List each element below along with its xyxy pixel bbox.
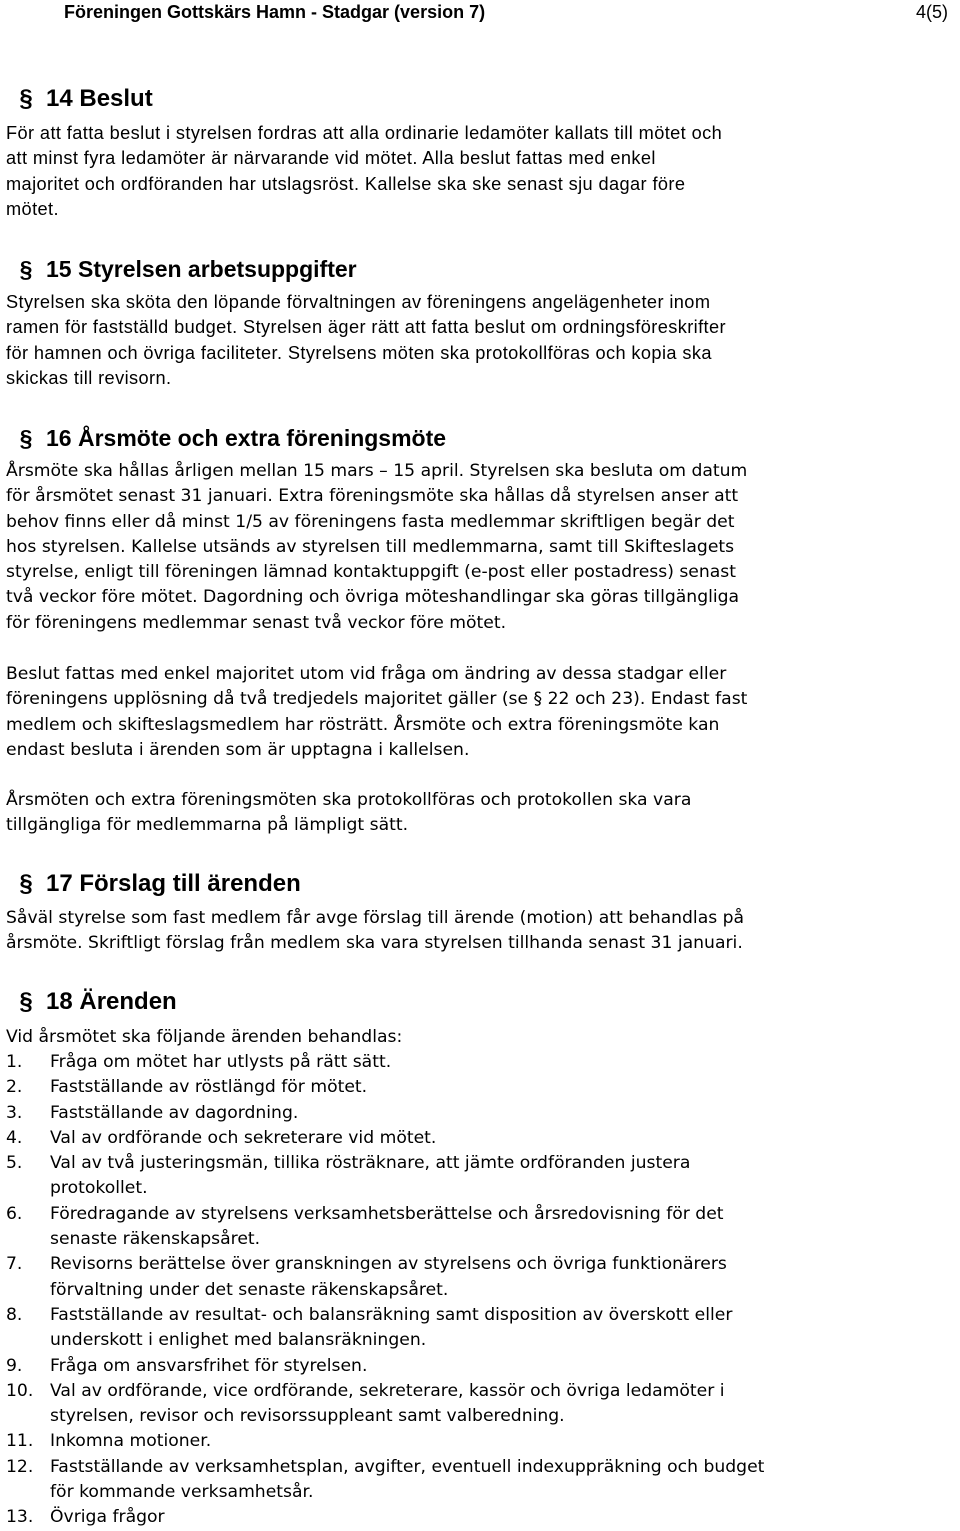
list-item-text: Fastställande av dagordning.: [50, 1102, 299, 1123]
section-sign: §: [19, 85, 33, 112]
list-item-text: Val av två justeringsmän, tillika rösträknare, att jämte ordföranden justera: [50, 1153, 691, 1174]
body-line: majoritet och ordföranden har utslagsröst. Kallelse ska ske senast sju dagar före: [6, 173, 686, 194]
body-line: mötet.: [6, 198, 59, 219]
section-17-heading: § 17 Förslag till ärenden: [6, 869, 301, 899]
list-item-text: Val av ordförande, vice ordförande, sekreterare, kassör och övriga ledamöter i: [50, 1380, 725, 1401]
list-item-text: Föredragande av styrelsens verksamhetsberättelse och årsredovisning för det: [50, 1203, 724, 1224]
list-item-number: 9.: [6, 1355, 23, 1376]
body-line: Såväl styrelse som fast medlem får avge förslag till ärende (motion) att behandlas på: [6, 908, 745, 928]
page-header: [0, 0, 960, 28]
list-item: [6, 1075, 930, 1100]
body-line: För att fatta beslut i styrelsen fordras att alla ordinarie ledamöter kallats till mötet och: [6, 123, 723, 143]
body-line: endast besluta i ärenden som är upptagna i kallelsen.: [6, 739, 470, 760]
list-item: [6, 1050, 930, 1075]
list-item-number: 11.: [6, 1431, 34, 1452]
section-16-heading: § 16 Årsmöte och extra föreningsmöte: [6, 423, 446, 453]
list-item-number: 4.: [6, 1127, 23, 1148]
agenda-list: [6, 1050, 930, 1531]
list-item-text: Fastställande av verksamhetsplan, avgifter, eventuell indexuppräkning och budget: [50, 1456, 765, 1477]
list-item: [6, 1151, 930, 1202]
list-item-text: Inkomna motioner.: [50, 1431, 212, 1452]
section-17-body: [6, 906, 930, 957]
body-line: för årsmötet senast 31 januari. Extra föreningsmöte ska hållas då styrelsen anser att: [6, 486, 739, 507]
list-item-text: Fastställande av resultat- och balansräkning samt disposition av överskott eller: [50, 1304, 733, 1325]
body-line: ramen för fastställd budget. Styrelsen äger rätt att fatta beslut om ordningsföreskrifter: [6, 317, 726, 338]
list-item: [6, 1101, 930, 1126]
section-sign: §: [19, 425, 33, 451]
body-line: Styrelsen ska sköta den löpande förvaltningen av föreningens angelägenheter inom: [6, 292, 711, 312]
list-item: [6, 1202, 930, 1253]
section-sign: §: [19, 256, 33, 282]
body-line: Vid årsmötet ska följande ärenden behandlas:: [6, 1027, 403, 1047]
list-item: [6, 1303, 930, 1354]
list-item-number: 13.: [6, 1507, 34, 1528]
section-14-heading: § 14 Beslut: [6, 84, 153, 114]
body-line: hos styrelsen. Kallelse utsänds av styrelsen till medlemmarna, samt till Skifteslagets: [6, 536, 735, 557]
body-line: två veckor före mötet. Dagordning och övriga möteshandlingar ska göras tillgängliga: [6, 587, 740, 608]
list-item-text: Val av ordförande och sekreterare vid mötet.: [50, 1127, 437, 1148]
list-item-number: 1.: [6, 1052, 23, 1072]
list-item-text: för kommande verksamhetsår.: [50, 1482, 314, 1503]
body-line: Beslut fattas med enkel majoritet utom vid fråga om ändring av dessa stadgar eller: [6, 664, 727, 684]
list-item-text: Fastställande av röstlängd för mötet.: [50, 1077, 368, 1098]
list-item-text: senaste räkenskapsåret.: [50, 1229, 261, 1250]
page-number: 4(5): [915, 2, 948, 22]
section-16-paragraph-1: [6, 459, 930, 636]
list-item-text: protokollet.: [50, 1178, 148, 1199]
list-item-number: 7.: [6, 1254, 23, 1275]
list-item-text: underskott i enlighet med balansräkningen.: [50, 1330, 427, 1351]
list-item-text: styrelsen, revisor och revisorssuppleant samt valberedning.: [50, 1406, 565, 1427]
body-line: för hamnen och övriga faciliteter. Styrelsens möten ska protokollföras och kopia ska: [6, 342, 712, 363]
body-line: årsmöte. Skriftligt förslag från medlem ska vara styrelsen tillhanda senast 31 januari.: [6, 933, 743, 954]
list-item: [6, 1379, 930, 1430]
list-item-text: Övriga frågor: [50, 1507, 165, 1528]
list-item: [6, 1505, 930, 1530]
list-item-number: 3.: [6, 1102, 23, 1123]
section-14-body: [6, 121, 930, 222]
list-item: [6, 1354, 930, 1379]
list-item-number: 10.: [6, 1380, 34, 1401]
section-sign: §: [19, 988, 33, 1015]
list-item: [6, 1455, 930, 1506]
list-item-number: 6.: [6, 1203, 23, 1224]
body-line: för föreningens medlemmar senast två veckor före mötet.: [6, 612, 507, 633]
body-line: tillgängliga för medlemmarna på lämpligt sätt.: [6, 815, 409, 836]
body-line: Årsmöten och extra föreningsmöten ska protokollföras och protokollen ska vara: [6, 790, 692, 810]
list-item-text: Fråga om ansvarsfrihet för styrelsen.: [50, 1355, 368, 1376]
list-item: [6, 1126, 930, 1151]
list-item-text: Fråga om mötet har utlysts på rätt sätt.: [50, 1052, 392, 1072]
body-line: styrelse, enligt till föreningen lämnad kontaktuppgift (e-post eller postadress) senast: [6, 562, 737, 583]
body-line: behov finns eller då minst 1/5 av föreningens fasta medlemmar skriftligen begär det: [6, 511, 735, 532]
section-16-paragraph-3: [6, 788, 930, 839]
document-title: Föreningen Gottskärs Hamn - Stadgar (version 7): [64, 2, 486, 22]
body-line: Årsmöte ska hållas årligen mellan 15 mars – 15 april. Styrelsen ska besluta om datum: [6, 461, 748, 481]
section-16-paragraph-2: [6, 662, 930, 763]
list-item-text: förvaltning under det senaste räkenskapsåret.: [50, 1279, 449, 1300]
list-item-number: 2.: [6, 1077, 23, 1098]
list-item-number: 12.: [6, 1456, 34, 1477]
body-line: skickas till revisorn.: [6, 367, 172, 388]
list-item: [6, 1252, 930, 1303]
section-sign: §: [19, 870, 33, 897]
section-18-heading: § 18 Ärenden: [6, 987, 177, 1017]
list-item-number: 8.: [6, 1304, 23, 1325]
section-15-body: [6, 290, 930, 391]
body-line: medlem och skifteslagsmedlem har rösträtt. Årsmöte och extra föreningsmöte kan: [6, 714, 720, 735]
list-item: [6, 1429, 930, 1454]
list-item-text: Revisorns berättelse över granskningen av styrelsens och övriga funktionärers: [50, 1254, 727, 1275]
body-line: föreningens upplösning då två tredjedels majoritet gäller (se § 22 och 23). Endast fast: [6, 689, 748, 710]
section-15-heading: § 15 Styrelsen arbetsuppgifter: [6, 254, 357, 284]
list-item-number: 5.: [6, 1153, 23, 1174]
body-line: att minst fyra ledamöter är närvarande vid mötet. Alla beslut fattas med enkel: [6, 148, 656, 169]
section-18-intro: [6, 1025, 930, 1050]
